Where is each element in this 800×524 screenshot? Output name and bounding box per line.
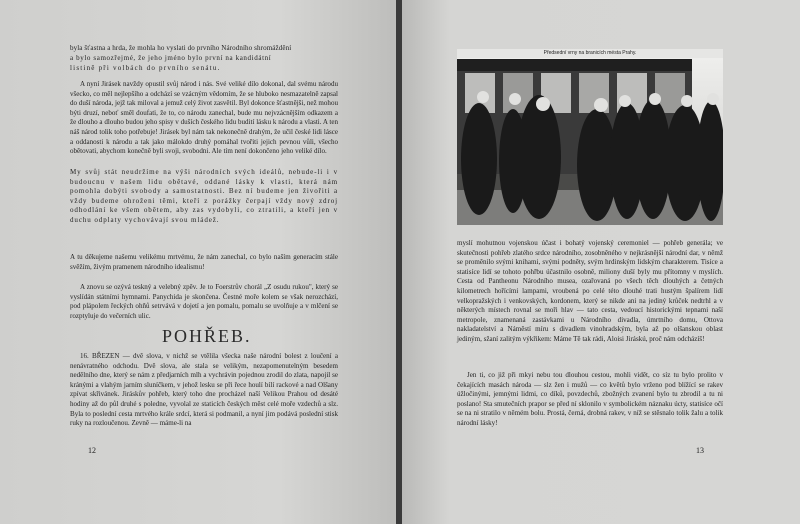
paragraph-2-tail: A tu děkujeme našemu velikému mrtvému, že nám zanechal, co bylo naším generacím stále svěžím, živým pramenem národního idealismu! (70, 253, 338, 271)
photo-caption: Předsední vrny na branicích mésta Prahy. (457, 49, 723, 58)
photo-scene (457, 49, 723, 225)
right-paragraph-2: Jen ti, co již při mkyi nebu tou dlouhou cestou, mohli vidět, co síz tu bylo prolito v čekajících masách národa — slz žen i mužů — co květů bylo vrženo pod blížící se rakev úžločinými, jemnými lidmi, co díků, povzdechů, zbožných zvanení bylo tu zbrodil a tu ni poslano! Sta smutečních prapor se před ní sklonilo v symbolickém náznaku úcty, statisíce očí se na ni stratilo v němém bolu. Prostá, černá, drobná rakev, v níž se stěsnalo tolik žalu a tolik národní lásky! (457, 371, 723, 427)
section-heading: POHŘEB. (162, 326, 252, 346)
page-number-right: 13 (696, 446, 704, 455)
paragraph-2: A nyní Jirásek navždy opustil svůj národ i nás. Své veliké dílo dokonal, dal svému národu všecko, co měl nejlepšího a odchází se vzácným vědomím, že se hluboko nesmazatelně zapsal do duší národa, jejž tak miloval a jemuž celý život zasvětil. Byl dokonce šťastnějši, než mohou býti druzí, neboť směl doufati, že to, co národu zanechal, bude mu nejvzácnějším odkazem a že dlouho a dlouho budou jeho spisy v duších českého lidu budití lásku k národu a vlasti. A ten náš národ tolik toho potřebuje! Jirásek byl nám tak nekonečně drahým, že učil české lidi lásce a oddanosti k národu a tak jako málokdo druhý pomáhal tvořiti jejich pevnou vůli, všecho obětovati, abychom konečně byli svoji, svobodni. Ale tím není dokončeno jeho veliké dílo. (70, 80, 338, 156)
paragraph-1-line-3: listině při volbách do prvního senátu. (70, 64, 221, 72)
paragraph-2-spaced: My svůj stát neudržíme na výši národních svých ideálů, nebude-li i v budoucnu v našem lidu obětavé, oddané lásky k vlasti, která nám pomohla dobýti svobody a samostatnosti. Bez ní budeme jen živořiti a vždy budeme ohroženi těmi, kteří z porážky čerpají vždy nový zdroj odhodlání ke všem obětem, aby zas vydobyli, co ztratili, a kteří jen v duchu odplaty vychovávají svou mládež. (70, 168, 338, 224)
right-paragraph-1: myslí mohutnou vojenskou účast i bohatý vojenský ceremoniel — pohřeb generála; ve skutečnosti pohřeb zlatého srdce národního, zosobněného v nejkrásnější národní dar, v němž se proměnilo svými knihami, svými podněty, svým hrdinským lidským charakterem. Tisíce a statisíce lidí se tohoto pohřbu účastnilo osobně, miliony duší byly mu přítomny v myslích. Cesta od Pantheonu Národního musea, ozařovaná po všech těch dlouhých a četných kilometrech hořícími lampami, vroubená po celé této dlouhé trati hustým špalírem lidí velkopražských i venkovských, kordonem, který se nikde ani na jediný krůček nedtrhl a v některých místech rovnal se moři hlav — tato cesta, vedoucí historickými tepnami naší metropole, znamenaná zastávkami u Národního divadla, úmrtního domu, Ottova nakladatelství a Náměstí míru s divadlem vinohradským, byla až po olšanskou oblast jediným, sžaní zalitým výkřikem: Máme Tě tak rádi, Aloisi Jiráskú, proč nám odcházíš! (457, 239, 723, 343)
paragraph-3: A znovu se ozývá teskný a velebný zpěv. Je to Foerstrův chorál „Z osudu rukou", který se vyslídán státními hymnami. Panychida je skončena. Čestné moře kolem se však nerozchází, pod plápolem řeckých ohňů setrvává v dojetí a jen pomalu, pomalu se uvolňuje a v mlčení se rozptyluje do večerních ulic. (70, 283, 338, 320)
paragraph-1-line-2: a bylo samozřejmé, že jeho jméno bylo první na kandidátní (70, 54, 272, 62)
paragraph-4: 16. BŘEZEN — dvě slova, v nichž se vtělila všecka naše národní bolest z loučení a nenávratného odchodu. Dvě slova, ale stala se velikým, nezapomenutelným besedem nedělního dne, který se nám z předjarních mlh a vychrávin pojednou zrodil do zlata, napojil se kránými a vlahým jarním sluníčkem, v jehož lesku se při řece houlí bílí rackové a nad Olšany zpívat skřivánek. Jiráskův pohřeb, který toho dne procházel naší Velikou Prahou od desáté hodiny až do půl druhé s poledne, vyvolal ze staticích českých měst celé moře vzdechů a slz. Byla to poslední cesta mrtvého krále srdcí, která si podmanil, a nyní jim podává poslední stisk ruky na rozloučenou. Zevně — máme-li na (70, 352, 338, 428)
paragraph-1-line-1: byla šťastna a hrda, že mohla ho vyslati do prvního Národního shromáždění (70, 44, 292, 52)
photo-image (457, 49, 723, 225)
funeral-photograph (457, 49, 723, 225)
page-number-left: 12 (88, 446, 96, 455)
left-page (0, 0, 398, 524)
